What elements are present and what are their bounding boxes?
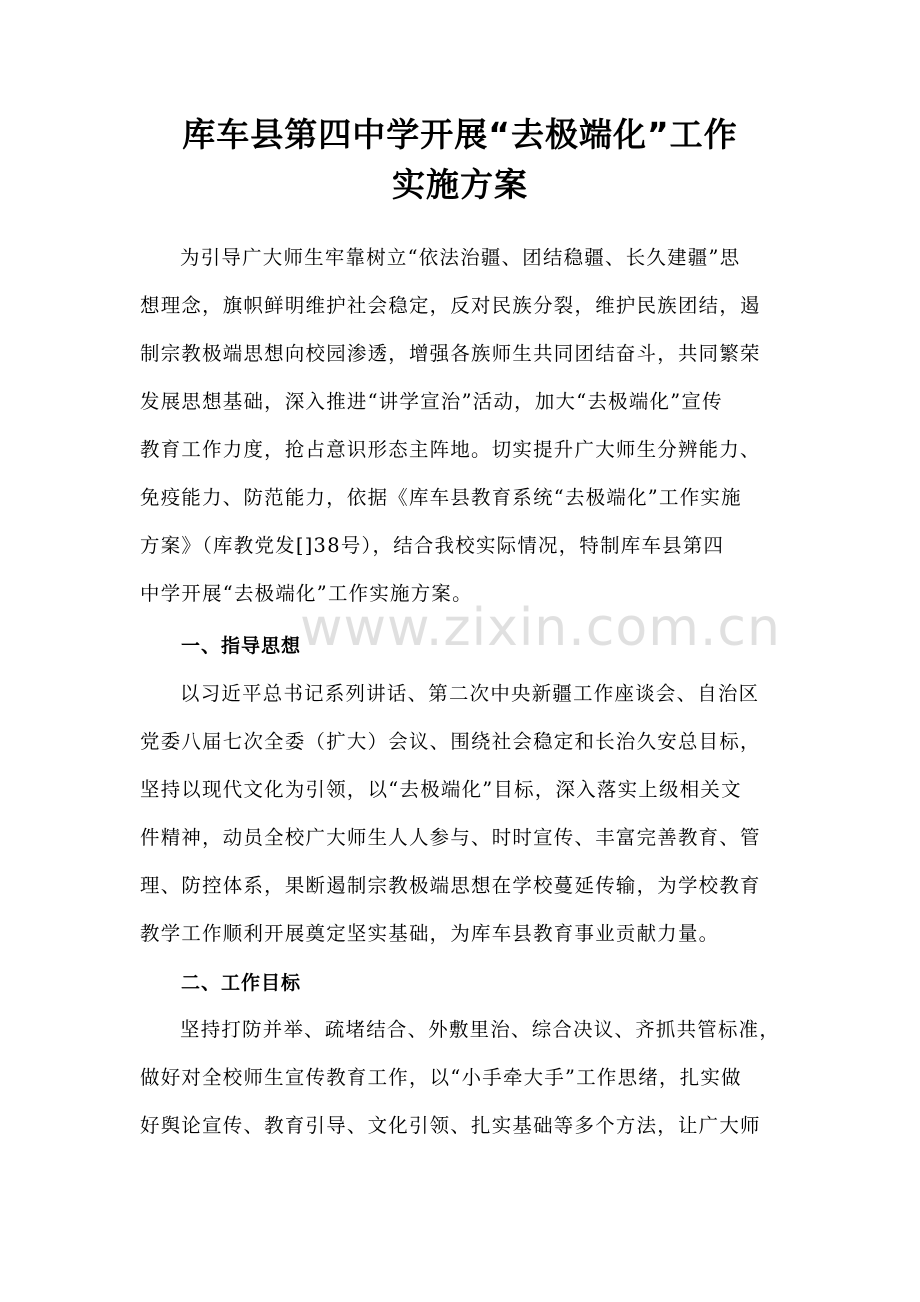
intro-line: 教育工作力度，抢占意识形态主阵地。切实提升广大师生分辨能力、: [140, 438, 761, 461]
intro-line: 方案》（库教党发[]38号），结合我校实际情况，特制库车县第四: [140, 534, 725, 557]
guiding-thought-line: 坚持以现代文化为引领，以“去极端化”目标，深入落实上级相关文: [140, 778, 742, 801]
intro-paragraph: [140, 234, 780, 618]
intro-line: 免疫能力、防范能力，依据《库车县教育系统“去极端化”工作实施: [140, 486, 742, 509]
guiding-thought-line: 件精神，动员全校广大师生人人参与、时时宣传、丰富完善教育、管: [140, 826, 761, 849]
section-heading-work-goals: 二、工作目标: [181, 972, 302, 994]
work-goals-line: 坚持打防并举、疏堵结合、外敷里治、综合决议、齐抓共管标准，: [180, 1018, 780, 1041]
document-title-line-1: 库车县第四中学开展“去极端化”工作: [182, 115, 738, 154]
work-goals-line: 做好对全校师生宣传教育工作，以“小手牵大手”工作思绪，扎实做: [140, 1066, 742, 1089]
intro-line: 为引导广大师生牢靠树立“依法治疆、团结稳疆、长久建疆”思: [180, 246, 741, 269]
intro-line: 制宗教极端思想向校园渗透，增强各族师生共同团结奋斗，共同繁荣: [140, 342, 761, 365]
guiding-thought-line: 教学工作顺利开展奠定坚实基础，为库车县教育事业贡献力量。: [140, 922, 720, 945]
work-goals-paragraph: [140, 1006, 780, 1150]
intro-line: 中学开展“去极端化”工作实施方案。: [140, 582, 473, 605]
intro-line: 发展思想基础，深入推进“讲学宣治”活动，加大“去极端化”宣传: [140, 390, 723, 413]
guiding-thought-line: 理、防控体系，果断遏制宗教极端思想在学校蔓延传输，为学校教育: [140, 874, 761, 897]
work-goals-line: 好舆论宣传、教育引导、文化引领、扎实基础等多个方法，让广大师: [140, 1114, 761, 1137]
document-title-line-2: 实施方案: [392, 165, 528, 204]
site-watermark: www.zixin.com.cn: [300, 598, 781, 658]
section-heading-guiding-thought: 一、指导思想: [181, 635, 302, 657]
guiding-thought-paragraph: [140, 670, 780, 958]
guiding-thought-line: 以习近平总书记系列讲话、第二次中央新疆工作座谈会、自治区: [180, 682, 760, 705]
intro-line: 想理念，旗帜鲜明维护社会稳定，反对民族分裂，维护民族团结，遏: [140, 294, 761, 317]
guiding-thought-line: 党委八届七次全委（扩大）会议、围绕社会稳定和长治久安总目标，: [140, 730, 761, 753]
